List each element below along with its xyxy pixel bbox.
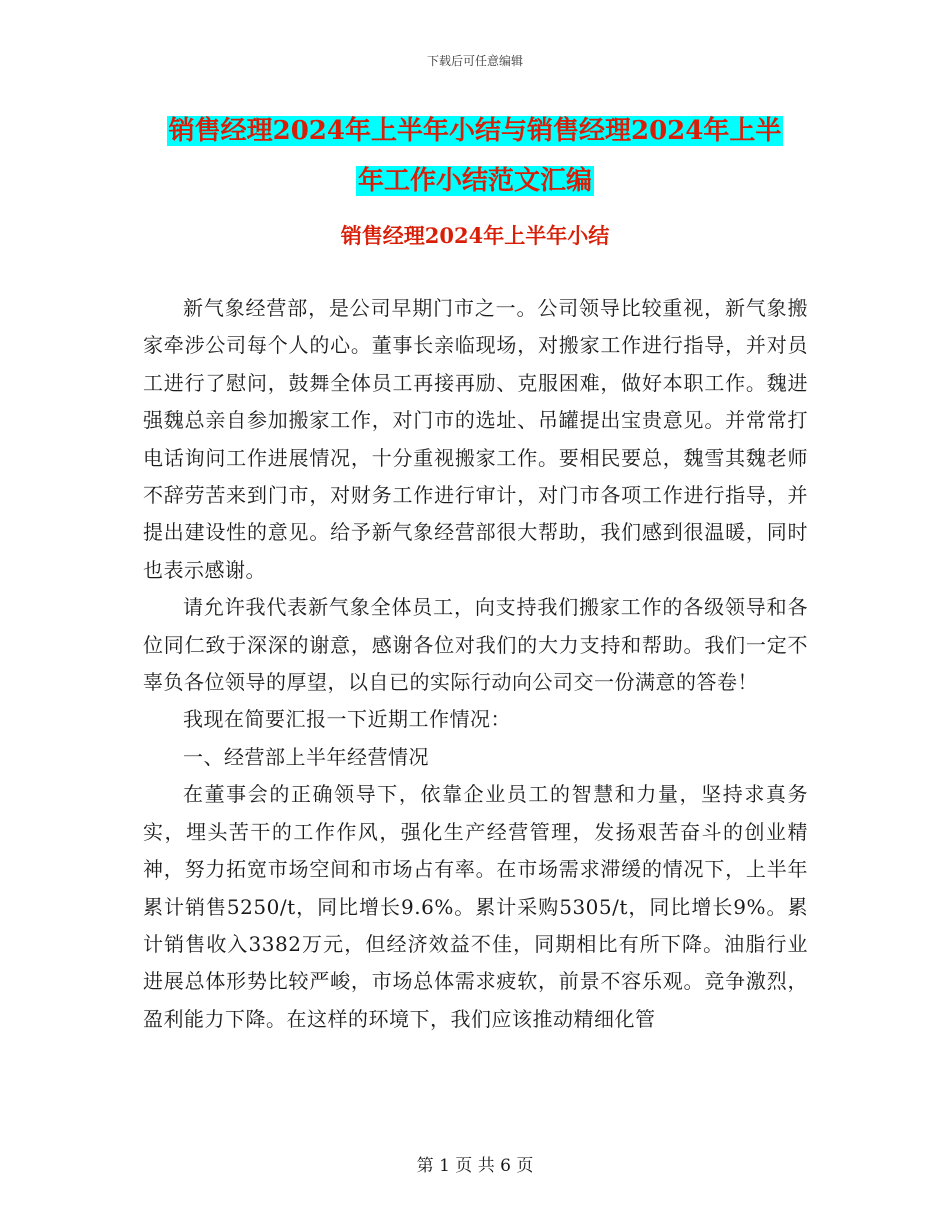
- paragraph: 一、经营部上半年经营情况: [183, 744, 429, 769]
- header-note: 下载后可任意编辑: [426, 54, 523, 68]
- document-title: [140, 106, 810, 206]
- document-title-line-2: 年工作小结范文汇编: [357, 166, 592, 196]
- paragraph: 新气象经营部，是公司早期门市之一。公司领导比较重视，新气象搬家牵涉公司每个人的心。董事长亲临现场，对搬家工作进行指导，并对员工进行了慰问，鼓舞全体员工再接再励、克服困难，做好本职工作。魏进强魏总亲自参加搬家工作，对门市的选址、吊罐提出宝贵意见。并常常打电话询问工作进展情况，十分重视搬家工作。要相民要总，魏雪其魏老师不辞劳苦来到门市，对财务工作进行审计，对门市各项工作进行指导，并提出建设性的意见。给予新气象经营部很大帮助，我们感到很温暖，同时也表示感谢。: [143, 296, 808, 582]
- document-body: [143, 290, 808, 1038]
- page-number: 第 1 页 共 6 页: [416, 1156, 534, 1176]
- section-title: 销售经理2024年上半年小结: [340, 223, 610, 248]
- paragraph: 我现在简要汇报一下近期工作情况：: [183, 707, 511, 732]
- document-title-line-1: 销售经理2024年上半年小结与销售经理2024年上半: [168, 116, 782, 146]
- paragraph: 请允许我代表新气象全体员工，向支持我们搬家工作的各级领导和各位同仁致于深深的谢意，感谢各位对我们的大力支持和帮助。我们一定不辜负各位领导的厚望，以自已的实际行动向公司交一份满意的答卷！: [143, 595, 808, 695]
- paragraph: 在董事会的正确领导下，依靠企业员工的智慧和力量，坚持求真务实，埋头苦干的工作作风，强化生产经营管理，发扬艰苦奋斗的创业精神，努力拓宽市场空间和市场占有率。在市场需求滞缓的情况下，上半年累计销售5250/t，同比增长9.6%。累计采购5305/t，同比增长9%。累计销售收入3382万元，但经济效益不佳，同期相比有所下降。油脂行业进展总体形势比较严峻，市场总体需求疲软，前景不容乐观。竞争激烈，盈利能力下降。在这样的环境下，我们应该推动精细化管: [143, 782, 808, 1031]
